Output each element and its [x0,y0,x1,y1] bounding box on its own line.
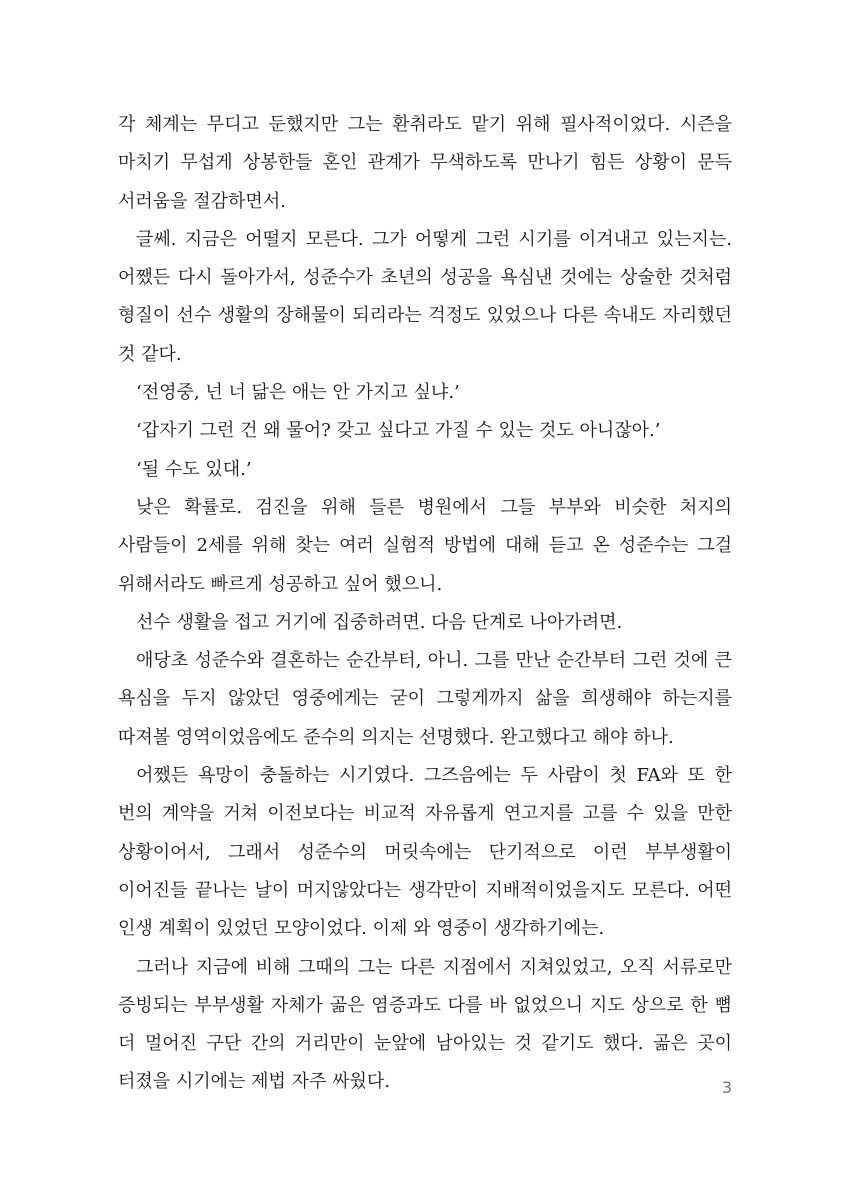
dialogue-line: ‘전영중, 넌 너 닮은 애는 안 가지고 싶냐.’ [136,382,460,404]
dialogue-line: ‘될 수도 있대.’ [136,458,252,480]
paragraph: 낮은 확률로. 검진을 위해 들른 병원에서 그들 부부와 비슷한 처지의 사람들이 2세를 위해 찾는 여러 실험적 방법에 대해 듣고 온 성준수는 그걸 위해서라도 빠르게 성공하고 싶어 했으니. [118,496,732,595]
document-body [118,106,732,1102]
page-number: 3 [721,1078,732,1097]
paragraph: 애당초 성준수와 결혼하는 순간부터, 아니. 그를 만난 순간부터 그런 것에 큰 욕심을 두지 않았던 영중에게는 굳이 그렇게까지 삶을 희생해야 하는지를 따져볼 영역이었음에도 준수의 의지는 선명했다. 완고했다고 해야 하나. [118,650,732,748]
paragraph: 각 체계는 무디고 둔했지만 그는 환취라도 맡기 위해 필사적이었다. 시즌을 마치기 무섭게 상봉한들 혼인 관계가 무색하도록 만나기 힘든 상황이 문득 서러움을 절감하면서. [118,114,732,212]
paragraph: 그러나 지금에 비해 그때의 그는 다른 지점에서 지쳐있었고, 오직 서류로만 증빙되는 부부생활 자체가 곪은 염증과도 다를 바 없었으니 지도 상으로 한 뼘 더 멀어진 구단 간의 거리만이 눈앞에 남아있는 것 같기도 했다. 곪은 곳이 터졌을 시기에는 제법 자주 싸웠다. [118,956,732,1093]
paragraph: 어쨌든 욕망이 충돌하는 시기였다. 그즈음에는 두 사람이 첫 FA와 또 한 번의 계약을 거쳐 이전보다는 비교적 자유롭게 연고지를 고를 수 있을 만한 상황이어서, 그래서 성준수의 머릿속에는 단기적으로 이런 부부생활이 이어진들 끝나는 날이 머지않았다는 생각만이 지배적이었을지도 모른다. 어떤 인생 계획이 있었던 모양이었다. 이제 와 영중이 생각하기에는. [118,765,732,940]
paragraph: 선수 생활을 접고 거기에 집중하려면. 다음 단계로 나아가려면. [136,611,623,633]
dialogue-line: ‘갑자기 그런 건 왜 물어? 갖고 싶다고 가질 수 있는 것도 아니잖아.’ [136,420,661,442]
paragraph: 글쎄. 지금은 어떨지 모른다. 그가 어떻게 그런 시기를 이겨내고 있는지는. 어쨌든 다시 돌아가서, 성준수가 초년의 성공을 욕심낸 것에는 상술한 것처럼 형질이 선수 생활의 장해물이 되리라는 걱정도 있었으나 다른 속내도 자리했던 것 같다. [118,228,732,365]
